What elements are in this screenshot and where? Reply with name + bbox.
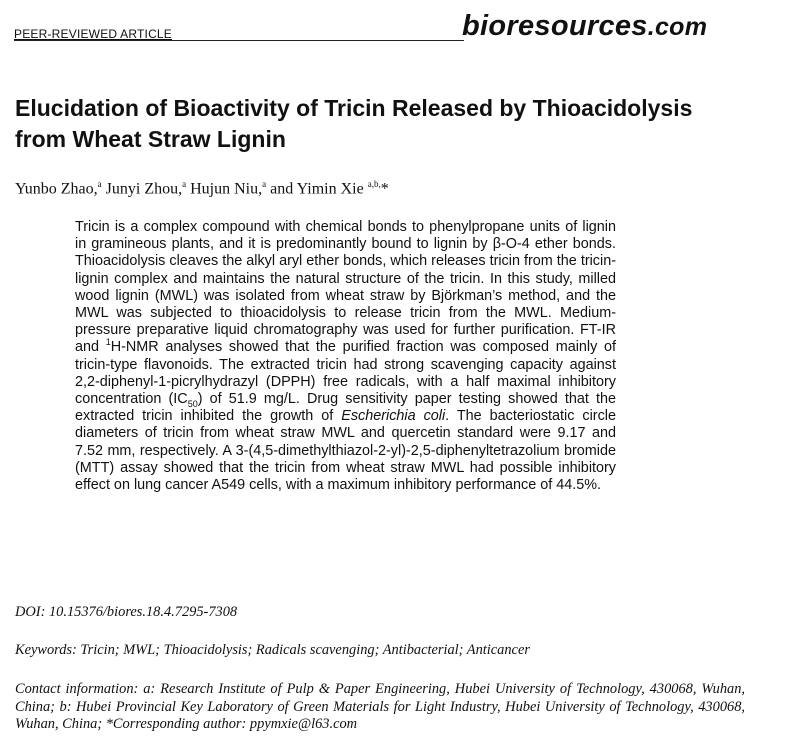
author-name: Yunbo Zhao, <box>15 180 98 198</box>
author-affiliation: a <box>97 179 102 189</box>
author-affiliation: a,b, <box>367 179 381 189</box>
ic50-subscript: 50 <box>187 398 198 409</box>
author-name: Junyi Zhou, <box>101 180 183 198</box>
abstract <box>75 219 616 494</box>
logo-suffix: .com <box>647 13 708 41</box>
section-label: PEER-REVIEWED ARTICLE <box>14 27 173 41</box>
organism-name: Escherichia coli <box>341 408 446 425</box>
journal-logo <box>462 10 707 43</box>
author-list <box>15 179 389 198</box>
contact-information: Contact information: a: Research Institute of Pulp & Paper Engineering, Hubei University of Technology, 430068, Wuhan, China; b: Hubei Provincial Key Laboratory of Green Materials for Light Industry, Hubei University of Technology, 430068, Wuhan, China; *Corresponding author: ppymxie@l63.com <box>15 681 745 732</box>
corresponding-mark: * <box>380 180 389 198</box>
author-affiliation: a <box>182 179 187 189</box>
author-name: and Yimin Xie <box>266 180 368 198</box>
keywords: Keywords: Tricin; MWL; Thioacidolysis; Radicals scavenging; Antibacterial; Anticancer <box>15 642 530 658</box>
author-affiliation: a <box>262 179 267 189</box>
abstract-text-1: Tricin is a complex compound with chemical bonds to phenylpropane units of lignin in gramineous plants, and it is predominantly bound to lignin by β-O-4 ether bonds. Thioacidolysis cleaves the alkyl aryl ether bonds, which releases tricin from the tricin-lignin complex and maintains the natural structure of the tricin. In this study, milled wood lignin (MWL) was isolated from wheat straw by Björkman’s method, and the MWL was subjected to thioacidolysis to release tricin from the MWL. Medium-pressure preparative liquid chromatography was used for further purification. FT-IR and <box>75 219 616 356</box>
doi: DOI: 10.15376/biores.18.4.7295-7308 <box>15 604 238 620</box>
article-title: Elucidation of Bioactivity of Tricin Released by Thioacidolysis from Wheat Straw Lignin <box>15 95 693 152</box>
abstract-text-2: H-NMR analyses showed that the purified fraction was composed mainly of tricin-type flavonoids. The extracted tricin had strong scavenging capacity against 2,2-diphenyl-1-picrylhydrazyl (DPPH) free radicals, with a half maximal inhibitory concentration (IC <box>75 339 617 408</box>
author-name: Hujun Niu, <box>186 180 263 198</box>
abstract-text-3: ) of 51.9 mg/L. Drug sensitivity paper testing showed that the extracted tricin inhibited the growth of <box>75 391 616 425</box>
nmr-superscript: 1 <box>105 337 111 348</box>
logo-main: bioresources <box>462 10 648 42</box>
abstract-text-4: . The bacteriostatic circle diameters of tricin from wheat straw MWL and quercetin standard were 9.17 and 7.52 mm, respectively. A 3-(4,5-dimethylthiazol-2-yl)-2,5-diphenyltetrazolium bromide (MTT) assay showed that the tricin from wheat straw MWL had possible inhibitory effect on lung cancer A549 cells, with a maximum inhibitory performance of 44.5%. <box>75 408 616 494</box>
